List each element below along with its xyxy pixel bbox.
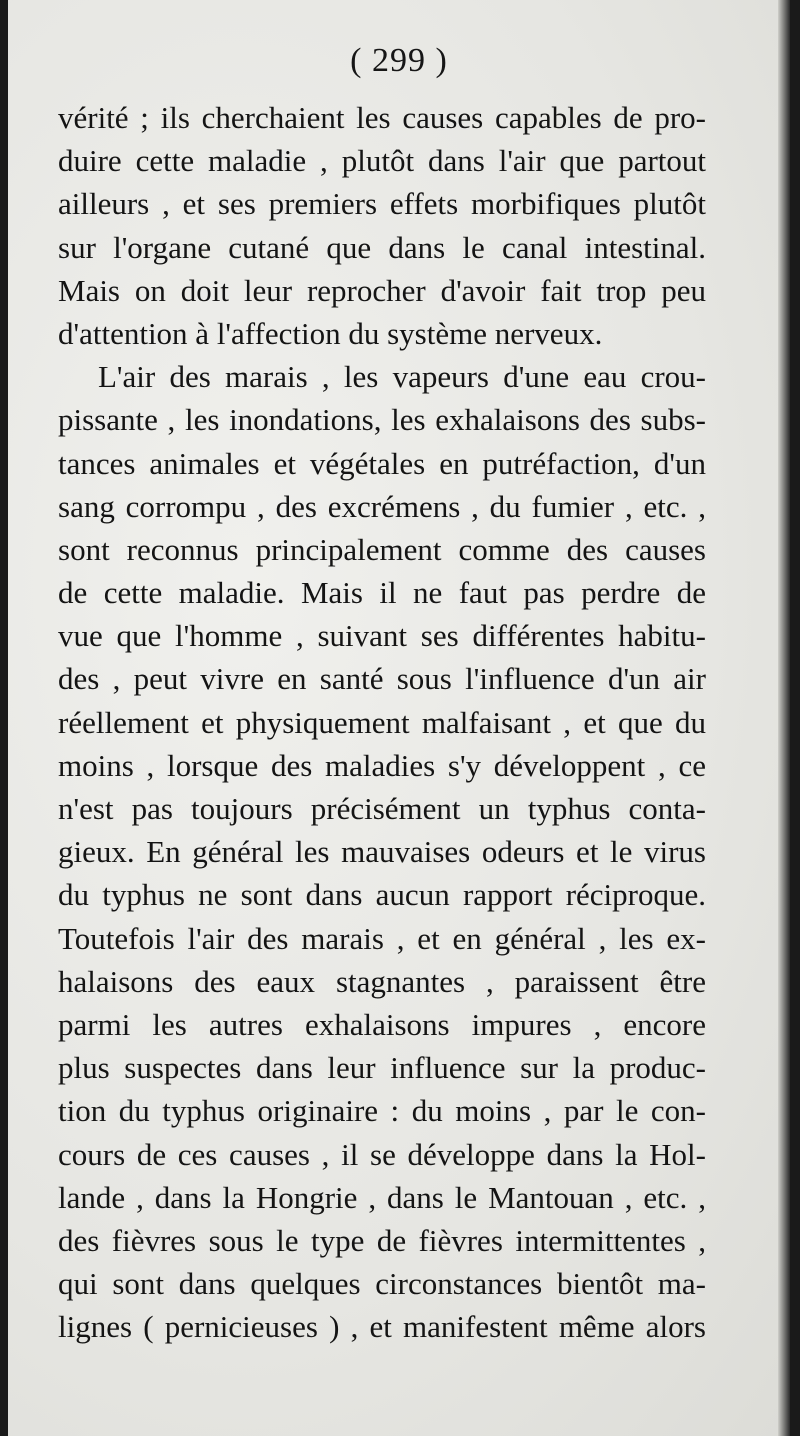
text-line: moins , lorsque des maladies s'y développent , ce	[58, 747, 706, 783]
text-line: n'est pas toujours précisément un typhus conta-	[58, 791, 706, 826]
text-line: réellement et physiquement malfaisant , et que du	[58, 704, 706, 740]
text-line: L'air des marais , les vapeurs d'une eau crou-	[98, 359, 706, 395]
text-line: tances animales et végétales en putréfaction, d'un	[58, 445, 706, 481]
text-line: vue que l'homme , suivant ses différentes habitu-	[58, 618, 706, 654]
text-line: lignes ( pernicieuses ) , et manifestent même alors	[58, 1309, 706, 1345]
text-line: de cette maladie. Mais il ne faut pas perdre de	[58, 575, 706, 611]
text-line: pissante , les inondations, les exhalaisons des subs-	[58, 402, 706, 438]
book-page	[8, 0, 790, 1436]
page-gutter-shadow	[778, 0, 790, 1436]
text-line: parmi les autres exhalaisons impures , encore	[58, 1006, 706, 1042]
text-line: ailleurs , et ses premiers effets morbifiques plutôt	[58, 186, 706, 222]
text-line: Toutefois l'air des marais , et en général , les ex-	[58, 920, 706, 956]
text-line: plus suspectes dans leur influence sur la produc-	[58, 1050, 706, 1086]
body-text	[58, 96, 706, 1348]
text-line: sont reconnus principalement comme des causes	[58, 531, 706, 567]
text-line: vérité ; ils cherchaient les causes capables de pro-	[58, 100, 706, 135]
page-number: ( 299 )	[350, 42, 448, 79]
text-line: d'attention à l'affection du système nerveux.	[58, 315, 603, 351]
text-line: halaisons des eaux stagnantes , paraissent être	[58, 963, 706, 999]
text-line: cours de ces causes , il se développe dans la Hol-	[58, 1136, 706, 1172]
text-line: des , peut vivre en santé sous l'influence d'un air	[58, 661, 706, 697]
text-line: lande , dans la Hongrie , dans le Mantouan , etc. ,	[58, 1179, 706, 1215]
text-line: sur l'organe cutané que dans le canal intestinal.	[58, 229, 706, 265]
text-line: du typhus ne sont dans aucun rapport réciproque.	[58, 877, 706, 913]
text-line: Mais on doit leur reprocher d'avoir fait trop peu	[58, 272, 706, 308]
text-line: qui sont dans quelques circonstances bientôt ma-	[58, 1266, 706, 1302]
text-line: gieux. En général les mauvaises odeurs et le virus	[58, 834, 706, 870]
text-line: des fièvres sous le type de fièvres intermittentes ,	[58, 1222, 706, 1258]
text-line: sang corrompu , des excrémens , du fumier , etc. ,	[58, 488, 706, 524]
text-line: duire cette maladie , plutôt dans l'air que partout	[58, 143, 706, 179]
text-line: tion du typhus originaire : du moins , par le con-	[58, 1093, 706, 1129]
